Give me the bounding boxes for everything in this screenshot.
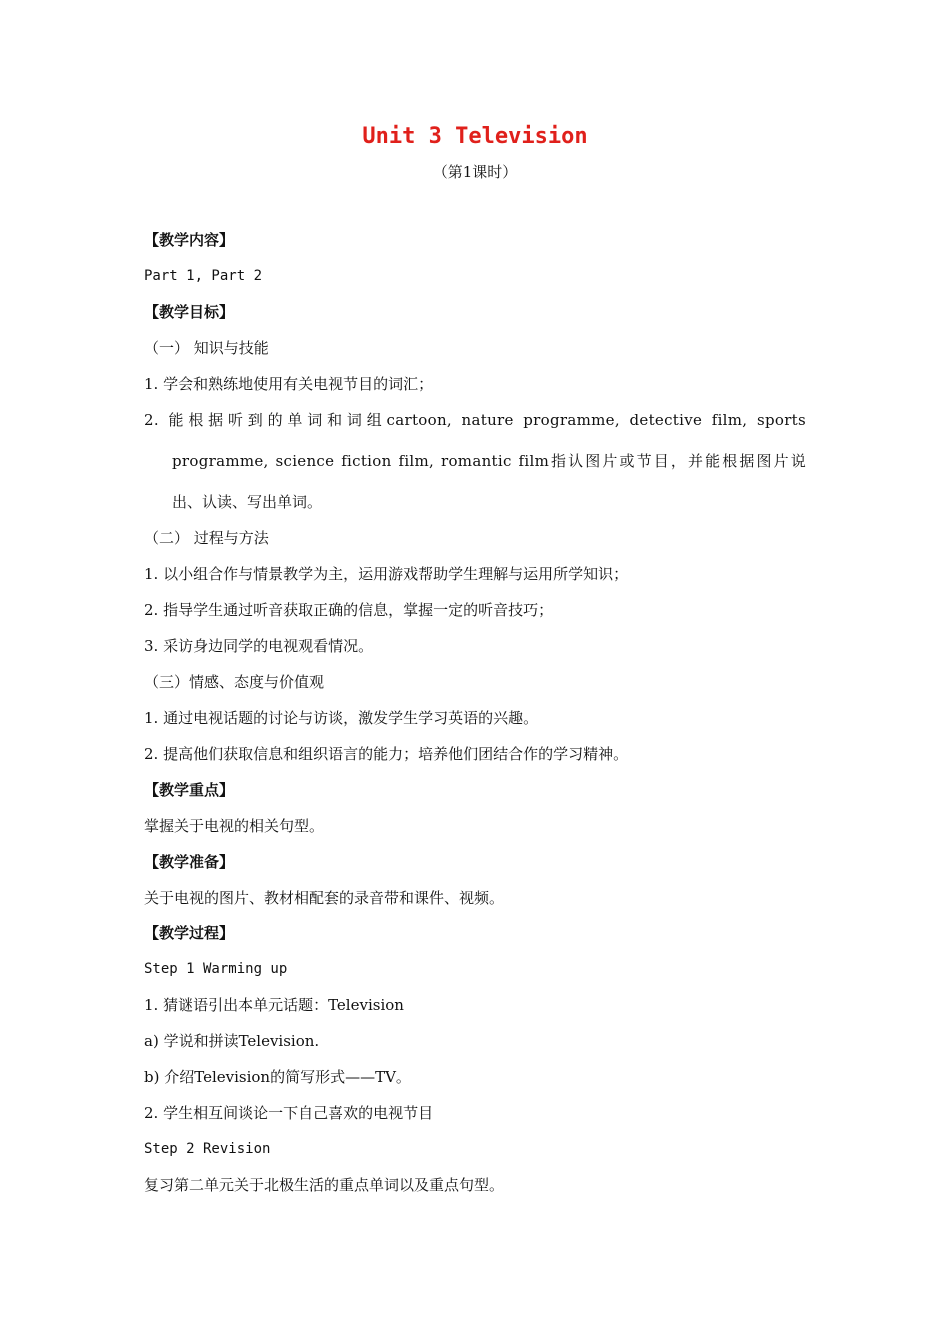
list-item: 2. 指导学生通过听音获取正确的信息，掌握一定的听音技巧； [144,601,554,619]
document-subtitle: （第1课时） [432,163,518,181]
list-item: 2. 提高他们获取信息和组织语言的能力；培养他们团结合作的学习精神。 [144,745,629,763]
list-item: a) 学说和拼读Television. [144,1032,320,1050]
paragraph: 掌握关于电视的相关句型。 [144,817,325,835]
section-heading-objectives: 【教学目标】 [144,303,235,321]
list-item: 1. 猜谜语引出本单元话题：Television [144,996,404,1014]
document-title: Unit 3 Television [362,124,588,149]
section-heading-process: 【教学过程】 [144,924,235,942]
subsection-heading: （一） 知识与技能 [144,339,269,357]
list-item: 2. 学生相互间谈论一下自己喜欢的电视节目 [144,1104,434,1122]
list-item: 1. 通过电视话题的讨论与访谈，激发学生学习英语的兴趣。 [144,709,539,727]
list-item-continuation: programme, science fiction film, romantic film指认图片或节目，并能根据图片说 [172,452,806,470]
paragraph: 复习第二单元关于北极生活的重点单词以及重点句型。 [144,1176,505,1194]
section-heading-preparation: 【教学准备】 [144,853,235,871]
paragraph: 关于电视的图片、教材相配套的录音带和课件、视频。 [144,889,505,907]
step-heading: Step 1 Warming up [144,961,288,977]
step-heading: Step 2 Revision [144,1141,271,1157]
subsection-heading: （二） 过程与方法 [144,529,269,547]
content-text: Part 1, Part 2 [144,268,263,284]
list-item: 3. 采访身边同学的电视观看情况。 [144,637,374,655]
list-item: 2. 能根据听到的单词和词组cartoon, nature programme, detective film, sports [144,411,806,429]
list-item-continuation: 出、认读、写出单词。 [172,493,323,511]
section-heading-content: 【教学内容】 [144,231,235,249]
list-item: 1. 以小组合作与情景教学为主，运用游戏帮助学生理解与运用所学知识； [144,565,629,583]
subsection-heading: （三）情感、态度与价值观 [144,673,325,691]
section-heading-key-points: 【教学重点】 [144,781,235,799]
list-item: 1. 学会和熟练地使用有关电视节目的词汇； [144,375,434,393]
list-item: b) 介绍Television的简写形式——TV。 [144,1068,411,1086]
